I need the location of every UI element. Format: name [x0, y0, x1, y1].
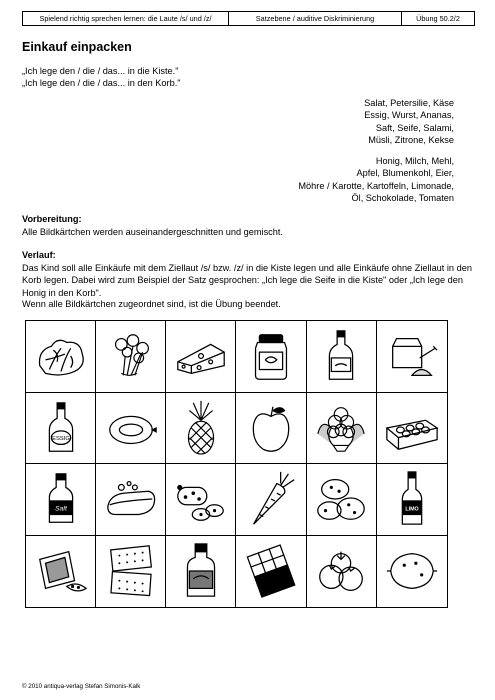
card-pineapple[interactable] [166, 393, 236, 465]
card-eggs[interactable] [377, 393, 447, 465]
card-lemonade[interactable] [377, 464, 447, 536]
egg-carton-icon [383, 399, 441, 457]
biscuits-icon [102, 542, 160, 600]
card-apple[interactable] [236, 393, 306, 465]
page-header [22, 11, 475, 26]
word-list-line: Müsli, Zitrone, Kekse [368, 135, 454, 146]
copyright-footer: © 2010 antiqua-verlag Stefan Simonis-Kalk [22, 683, 141, 690]
juice-label: Saft [54, 505, 67, 513]
card-carrot[interactable] [236, 464, 306, 536]
honey-jar-icon [242, 327, 300, 385]
sentence-basket: „Ich lege den / die / das... in den Korb." [22, 78, 181, 88]
vinegar-bottle-icon [32, 399, 90, 457]
card-vinegar[interactable] [26, 393, 96, 465]
word-list-line: Saft, Seife, Salami, [375, 122, 454, 133]
card-cheese[interactable] [166, 321, 236, 393]
procedure-heading: Verlauf: [22, 250, 56, 260]
picture-card-grid [25, 320, 448, 608]
word-list-line: Möhre / Karotte, Kartoffeln, Limonade, [298, 180, 454, 191]
word-list-target-sound [364, 97, 454, 147]
card-muesli[interactable] [26, 536, 96, 608]
carrot-icon [242, 470, 300, 528]
card-tomatoes[interactable] [307, 536, 377, 608]
oil-bottle-icon [172, 542, 230, 600]
word-list-line: Apfel, Blumenkohl, Eier, [356, 168, 454, 179]
header-exercise-number: Übung 50.2/2 [416, 14, 460, 23]
page-title: Einkauf einpacken [22, 40, 132, 54]
card-sausage[interactable] [96, 393, 166, 465]
procedure-end-text: Wenn alle Bildkärtchen zugeordnet sind, ist die Übung beendet. [22, 299, 281, 309]
vinegar-label: ESSIG [51, 435, 70, 442]
card-lettuce[interactable] [26, 321, 96, 393]
header-level: Satzebene / auditive Diskriminierung [229, 12, 402, 25]
word-list-line: Honig, Milch, Mehl, [375, 156, 454, 166]
card-biscuits[interactable] [96, 536, 166, 608]
procedure-text: Das Kind soll alle Einkäufe mit dem Ziellaut /s/ bzw. /z/ in die Kiste legen und alle Einkäufe ohne Ziellaut in den Korb legen. Dabei wird zum Beispiel der Satz gesprochen: „Ich lege die Seife in die Kiste" oder „Ich lege den Honig in den Korb". [22, 263, 472, 298]
parsley-icon [102, 327, 160, 385]
card-honey[interactable] [236, 321, 306, 393]
preparation-heading: Vorbereitung: [22, 214, 82, 224]
header-series-title: Spielend richtig sprechen lernen: die Laute /s/ und /z/ [23, 12, 229, 25]
muesli-bag-icon [32, 542, 90, 600]
milk-bottle-icon [312, 327, 370, 385]
flour-icon [383, 327, 441, 385]
lettuce-icon [32, 327, 90, 385]
card-soap[interactable] [96, 464, 166, 536]
example-sentences [22, 65, 181, 89]
word-list-line: Öl, Schokolade, Tomaten [351, 193, 454, 204]
lemonade-label: LIMO [405, 506, 419, 513]
sentence-box: „Ich lege den / die / das... in die Kiste." [22, 66, 179, 76]
word-list-line: Salat, Petersilie, Käse [364, 98, 454, 108]
lemonade-bottle-icon [383, 470, 441, 528]
preparation-text: Alle Bildkärtchen werden auseinandergeschnitten und gemischt. [22, 227, 283, 237]
card-chocolate[interactable] [236, 536, 306, 608]
card-parsley[interactable] [96, 321, 166, 393]
cauliflower-icon [312, 399, 370, 457]
card-potatoes[interactable] [307, 464, 377, 536]
sausage-icon [102, 399, 160, 457]
card-salami[interactable] [166, 464, 236, 536]
salami-icon [172, 470, 230, 528]
card-flour[interactable] [377, 321, 447, 393]
pineapple-icon [172, 399, 230, 457]
potatoes-icon [312, 470, 370, 528]
soap-icon [102, 470, 160, 528]
chocolate-icon [242, 542, 300, 600]
lemon-icon [383, 542, 441, 600]
card-milk[interactable] [307, 321, 377, 393]
card-cauliflower[interactable] [307, 393, 377, 465]
card-lemon[interactable] [377, 536, 447, 608]
card-juice[interactable] [26, 464, 96, 536]
apple-icon [242, 399, 300, 457]
tomatoes-icon [312, 542, 370, 600]
cheese-icon [172, 327, 230, 385]
card-oil[interactable] [166, 536, 236, 608]
word-list-no-target-sound [298, 155, 454, 205]
juice-bottle-icon [32, 470, 90, 528]
word-list-line: Essig, Wurst, Ananas, [364, 110, 454, 121]
